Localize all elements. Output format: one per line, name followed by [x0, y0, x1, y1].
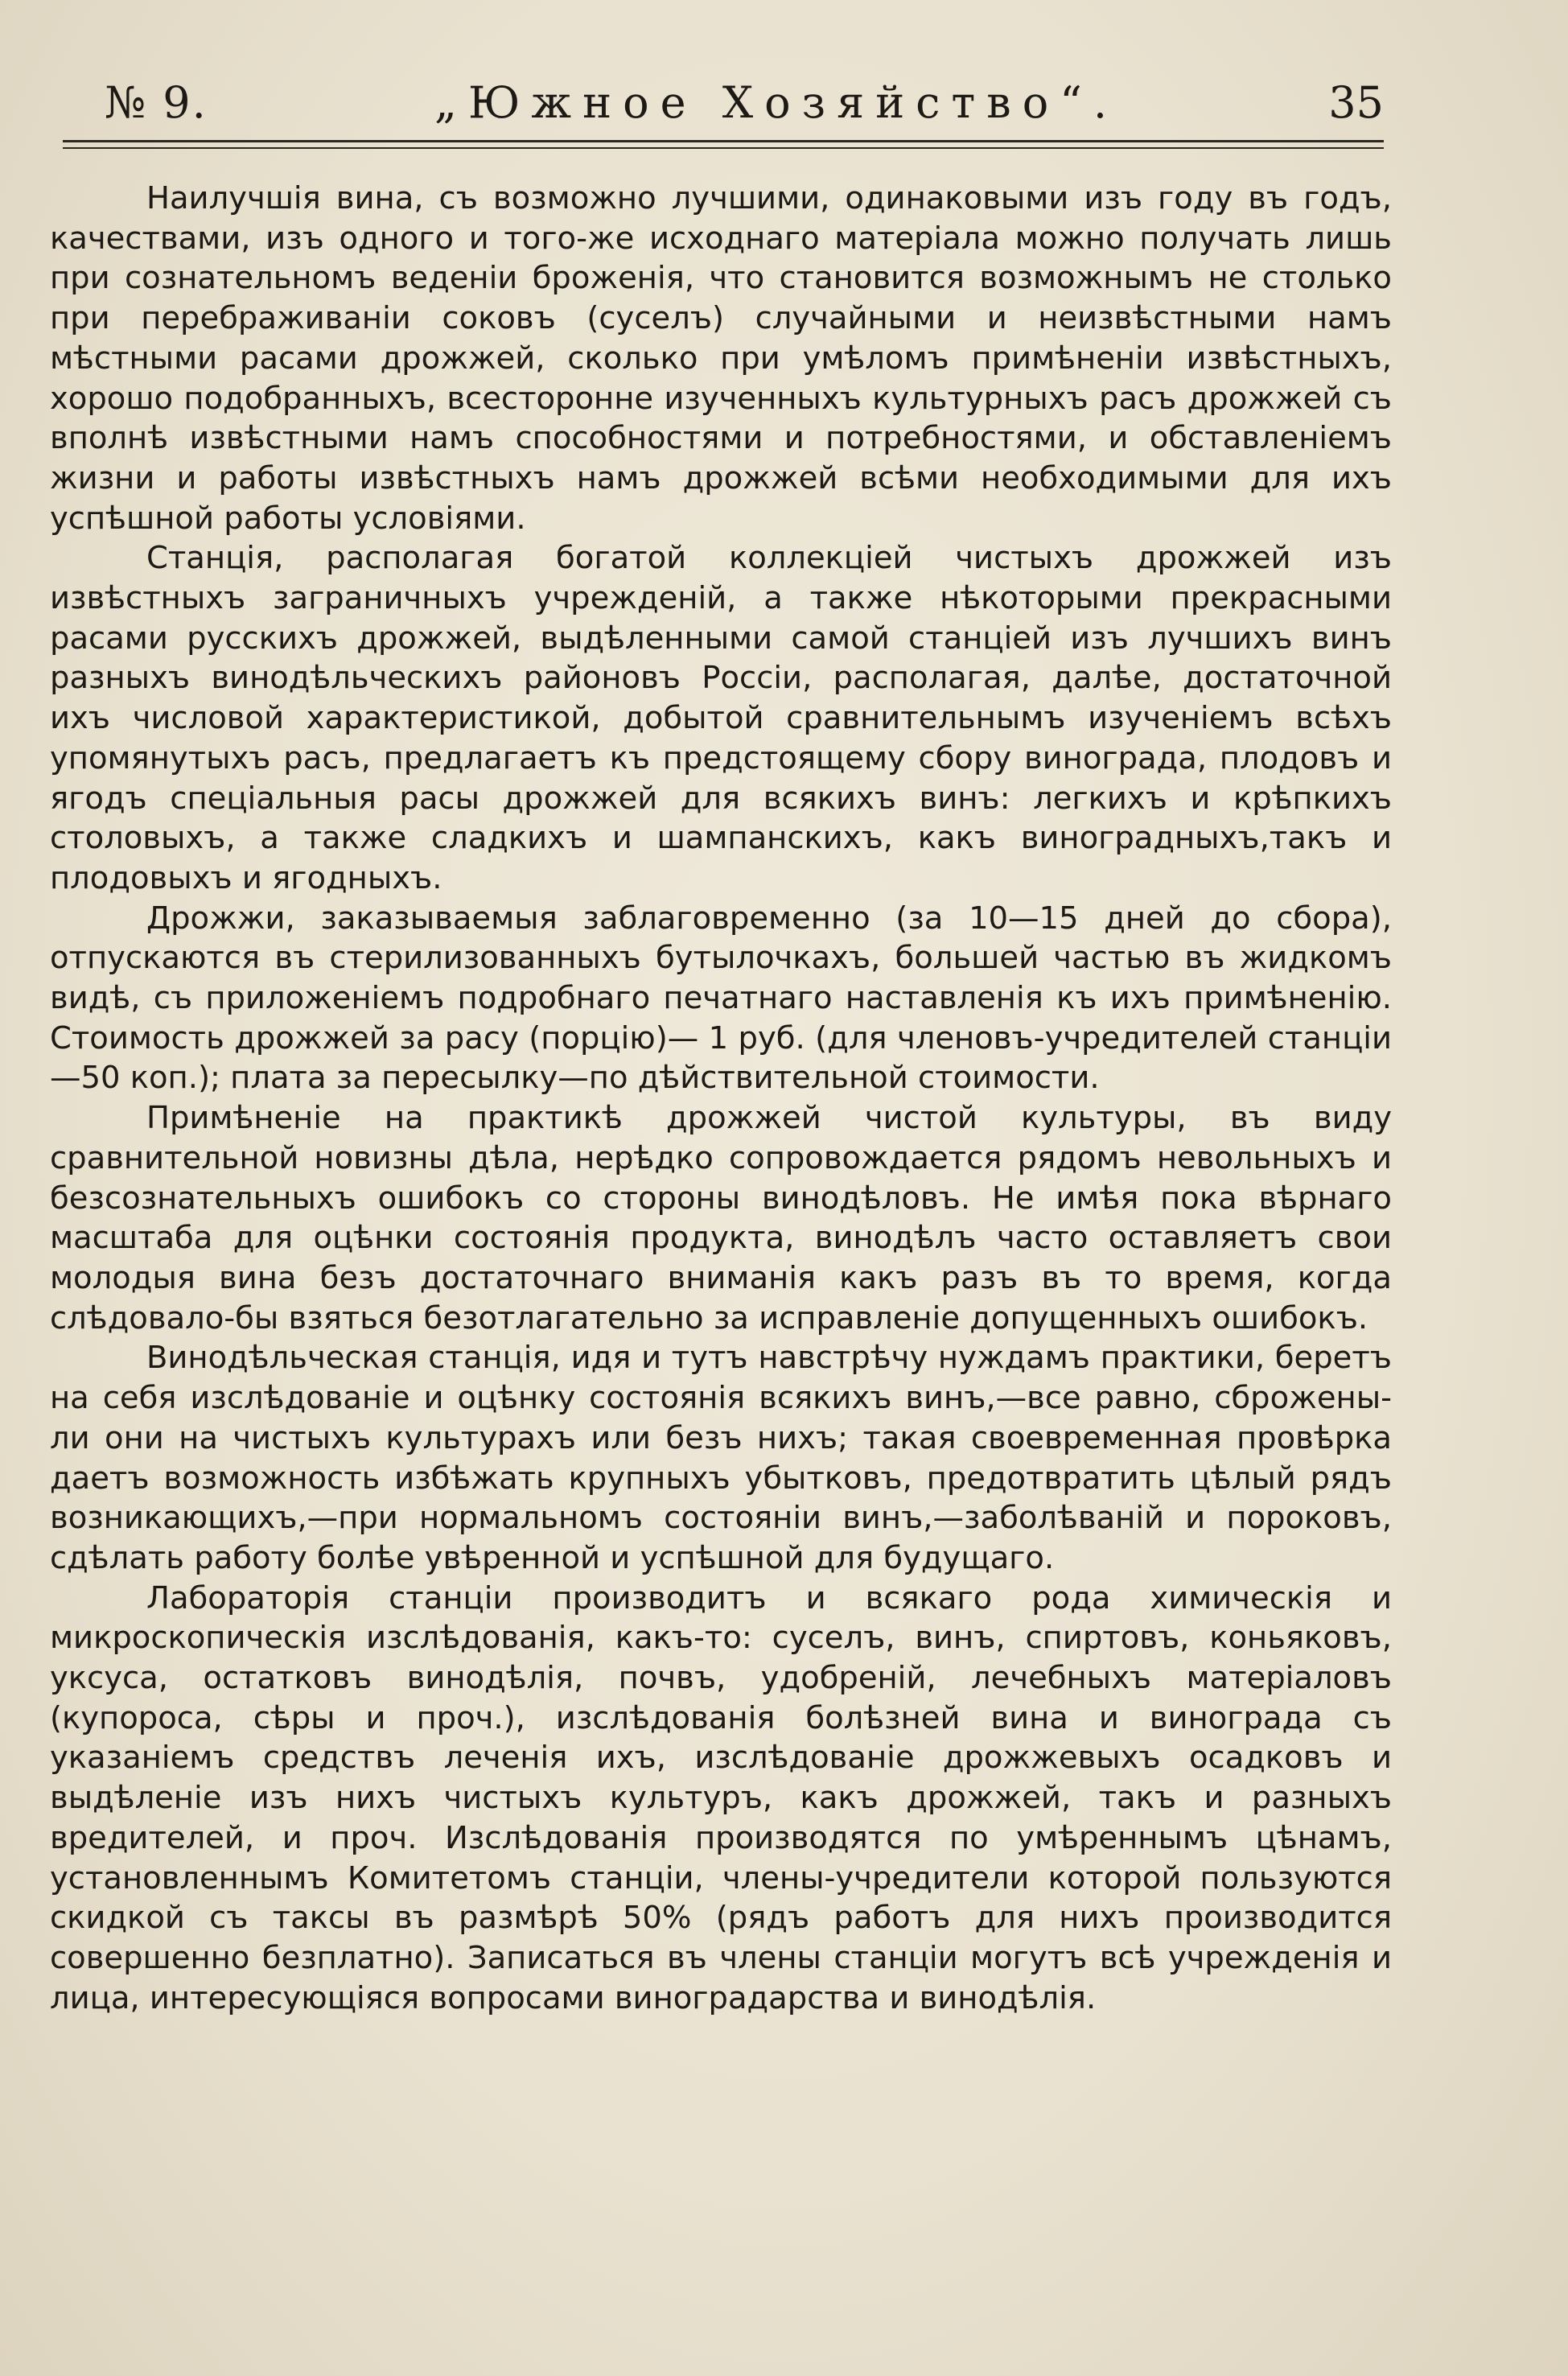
page-number: 35	[1328, 77, 1384, 128]
paragraph-4: Примѣненіе на практикѣ дрожжей чистой культуры, въ виду сравнительной новизны дѣла, нерѣдко сопровождается рядомъ невольныхъ и безсознательныхъ ошибокъ со стороны винодѣловъ. Не имѣя пока вѣрнаго масштаба для оцѣнки состоянія продукта, винодѣлъ часто оставляетъ свои молодыя вина безъ достаточнаго вниманія какъ разъ въ то время, когда слѣдовало-бы взяться безотлагательно за исправленіе допущенныхъ ошибокъ.	[50, 1100, 1392, 1336]
paragraph-1: Наилучшія вина, съ возможно лучшими, одинаковыми изъ году въ годъ, качествами, изъ одного и того-же исходнаго матеріала можно получать лишь при сознательномъ веденіи броженія, что становится возможнымъ не столько при перебраживаніи соковъ (суселъ) случайными и неизвѣстными намъ мѣстными расами дрожжей, сколько при умѣломъ примѣненіи извѣстныхъ, хорошо подобранныхъ, всесторонне изученныхъ культурныхъ расъ дрожжей съ вполнѣ извѣстными намъ способностями и потребностями, и обставленіемъ жизни и работы извѣстныхъ намъ дрожжей всѣми необходимыми для ихъ успѣшной работы условіями.	[50, 180, 1392, 537]
article-body	[50, 179, 1392, 2018]
journal-title: „Южное Хозяйство“.	[434, 77, 1118, 128]
paragraph-2: Станція, располагая богатой коллекціей чистыхъ дрожжей изъ извѣстныхъ заграничныхъ учрежденій, а также нѣкоторыми прекрасными расами русскихъ дрожжей, выдѣленными самой станціей изъ лучшихъ винъ разныхъ винодѣльческихъ районовъ Россіи, располагая, далѣе, достаточной ихъ числовой характеристикой, добытой сравнительнымъ изученіемъ всѣхъ упомянутыхъ расъ, предлагаетъ къ предстоящему сбору винограда, плодовъ и ягодъ спеціальныя расы дрожжей для всякихъ винъ: легкихъ и крѣпкихъ столовыхъ, а также сладкихъ и шампанскихъ, какъ виноградныхъ,такъ и плодовыхъ и ягодныхъ.	[50, 540, 1392, 896]
page-header	[105, 77, 1384, 142]
paragraph-6: Лабораторія станціи производитъ и всякаго рода химическія и микроскопическія изслѣдованія, какъ-то: суселъ, винъ, спиртовъ, коньяковъ, уксуса, остатковъ винодѣлія, почвъ, удобреній, лечебныхъ матеріаловъ (купороса, сѣры и проч.), изслѣдованія болѣзней вина и винограда съ указаніемъ средствъ леченія ихъ, изслѣдованіе дрожжевыхъ осадковъ и выдѣленіе изъ нихъ чистыхъ культуръ, какъ дрожжей, такъ и разныхъ вредителей, и проч. Изслѣдованія производятся по умѣреннымъ цѣнамъ, установленнымъ Комитетомъ станціи, члены-учредители которой пользуются скидкой съ таксы въ размѣрѣ 50% (рядъ работъ для нихъ производится совершенно безплатно). Записаться въ члены станціи могутъ всѣ учрежденія и лица, интересующіяся вопросами виноградарства и винодѣлія.	[50, 1579, 1392, 2016]
paragraph-3: Дрожжи, заказываемыя заблаговременно (за 10—15 дней до сбора), отпускаются въ стерилизованныхъ бутылочкахъ, большей частью въ жидкомъ видѣ, съ приложеніемъ подробнаго печатнаго наставленія къ ихъ примѣненію. Стоимость дрожжей за расу (порцію)— 1 руб. (для членовъ-учредителей станціи—50 коп.); плата за пересылку—по дѣйствительной стоимости.	[50, 900, 1392, 1097]
header-rule-top	[63, 140, 1384, 142]
issue-number: № 9.	[105, 77, 208, 128]
header-rule-bottom	[63, 147, 1384, 149]
paragraph-5: Винодѣльческая станція, идя и тутъ навстрѣчу нуждамъ практики, беретъ на себя изслѣдованіе и оцѣнку состоянія всякихъ винъ,—все равно, сброжены-ли они на чистыхъ культурахъ или безъ нихъ; такая своевременная провѣрка даетъ возможность избѣжать крупныхъ убытковъ, предотвратить цѣлый рядъ возникающихъ,—при нормальномъ состояніи винъ,—заболѣваній и пороковъ, сдѣлать работу болѣе увѣренной и успѣшной для будущаго.	[50, 1340, 1392, 1576]
